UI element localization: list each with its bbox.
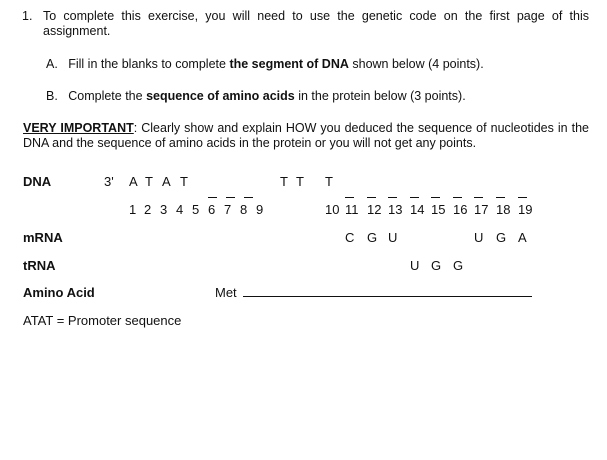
position-number: 15 <box>431 202 446 217</box>
dna-nucleotide: T <box>280 174 288 189</box>
dna-blank[interactable] <box>367 186 376 201</box>
mrna-nucleotide: G <box>496 230 507 245</box>
mrna-label: mRNA <box>23 230 63 245</box>
position-number: 2 <box>144 202 152 217</box>
dna-nucleotide: T <box>296 174 304 189</box>
important-text: : Clearly show and explain HOW you deduced the sequence of nucleotides in the DNA and the sequence of amino acids in the protein or you will not get any points. <box>23 121 590 150</box>
part-a-bold: the segment of DNA <box>229 57 349 71</box>
part-a <box>46 57 484 71</box>
dna-blank[interactable] <box>345 186 354 201</box>
dna-nucleotide: T <box>325 174 333 189</box>
dna-blank[interactable] <box>496 186 505 201</box>
position-number: 19 <box>518 202 533 217</box>
important-label: VERY IMPORTANT <box>23 121 134 135</box>
position-number: 13 <box>388 202 403 217</box>
position-number: 7 <box>224 202 232 217</box>
position-number: 5 <box>192 202 200 217</box>
dna-blank[interactable] <box>226 186 235 201</box>
mrna-nucleotide: G <box>367 230 378 245</box>
dna-nucleotide: A <box>129 174 138 189</box>
position-number: 10 <box>325 202 340 217</box>
trna-nucleotide: U <box>410 258 420 273</box>
part-a-post: shown below (4 points). <box>348 57 484 71</box>
position-number: 14 <box>410 202 425 217</box>
amino-acid-answer-line[interactable] <box>243 296 532 297</box>
position-number: 8 <box>240 202 248 217</box>
dna-3prime: 3' <box>104 174 114 189</box>
question-number: 1. <box>22 9 33 23</box>
dna-nucleotide: T <box>180 174 188 189</box>
position-number: 3 <box>160 202 168 217</box>
dna-blank[interactable] <box>431 186 440 201</box>
dna-blank[interactable] <box>388 186 397 201</box>
position-number: 17 <box>474 202 489 217</box>
part-b-label: B. <box>46 89 58 103</box>
dna-blank[interactable] <box>453 186 462 201</box>
part-b <box>46 89 466 103</box>
dna-blank[interactable] <box>518 186 527 201</box>
amino-start: Met <box>215 285 237 300</box>
mrna-nucleotide: C <box>345 230 355 245</box>
dna-label: DNA <box>23 174 52 189</box>
promoter-note: ATAT = Promoter sequence <box>23 313 182 328</box>
part-b-post: in the protein below (3 points). <box>294 89 466 103</box>
trna-nucleotide: G <box>453 258 464 273</box>
trna-label: tRNA <box>23 258 56 273</box>
question-1-text: To complete this exercise, you will need to use the genetic code on the first page of this assignment. <box>43 9 589 38</box>
part-b-pre: Complete the <box>68 89 147 103</box>
trna-nucleotide: G <box>431 258 442 273</box>
part-a-pre: Fill in the blanks to complete <box>68 57 230 71</box>
position-number: 12 <box>367 202 382 217</box>
dna-nucleotide: T <box>145 174 153 189</box>
position-number: 11 <box>345 202 359 217</box>
dna-blank[interactable] <box>410 186 419 201</box>
amino-acid-label: Amino Acid <box>23 285 95 300</box>
part-a-label: A. <box>46 57 58 71</box>
mrna-nucleotide: A <box>518 230 527 245</box>
part-b-bold: sequence of amino acids <box>146 89 295 103</box>
dna-nucleotide: A <box>162 174 171 189</box>
position-number: 4 <box>176 202 184 217</box>
important-note <box>23 121 589 151</box>
dna-blank[interactable] <box>244 186 253 201</box>
position-number: 18 <box>496 202 511 217</box>
position-number: 6 <box>208 202 216 217</box>
position-number: 9 <box>256 202 264 217</box>
position-number: 16 <box>453 202 468 217</box>
dna-blank[interactable] <box>208 186 217 201</box>
position-number: 1 <box>129 202 137 217</box>
mrna-nucleotide: U <box>474 230 484 245</box>
mrna-nucleotide: U <box>388 230 398 245</box>
dna-blank[interactable] <box>474 186 483 201</box>
